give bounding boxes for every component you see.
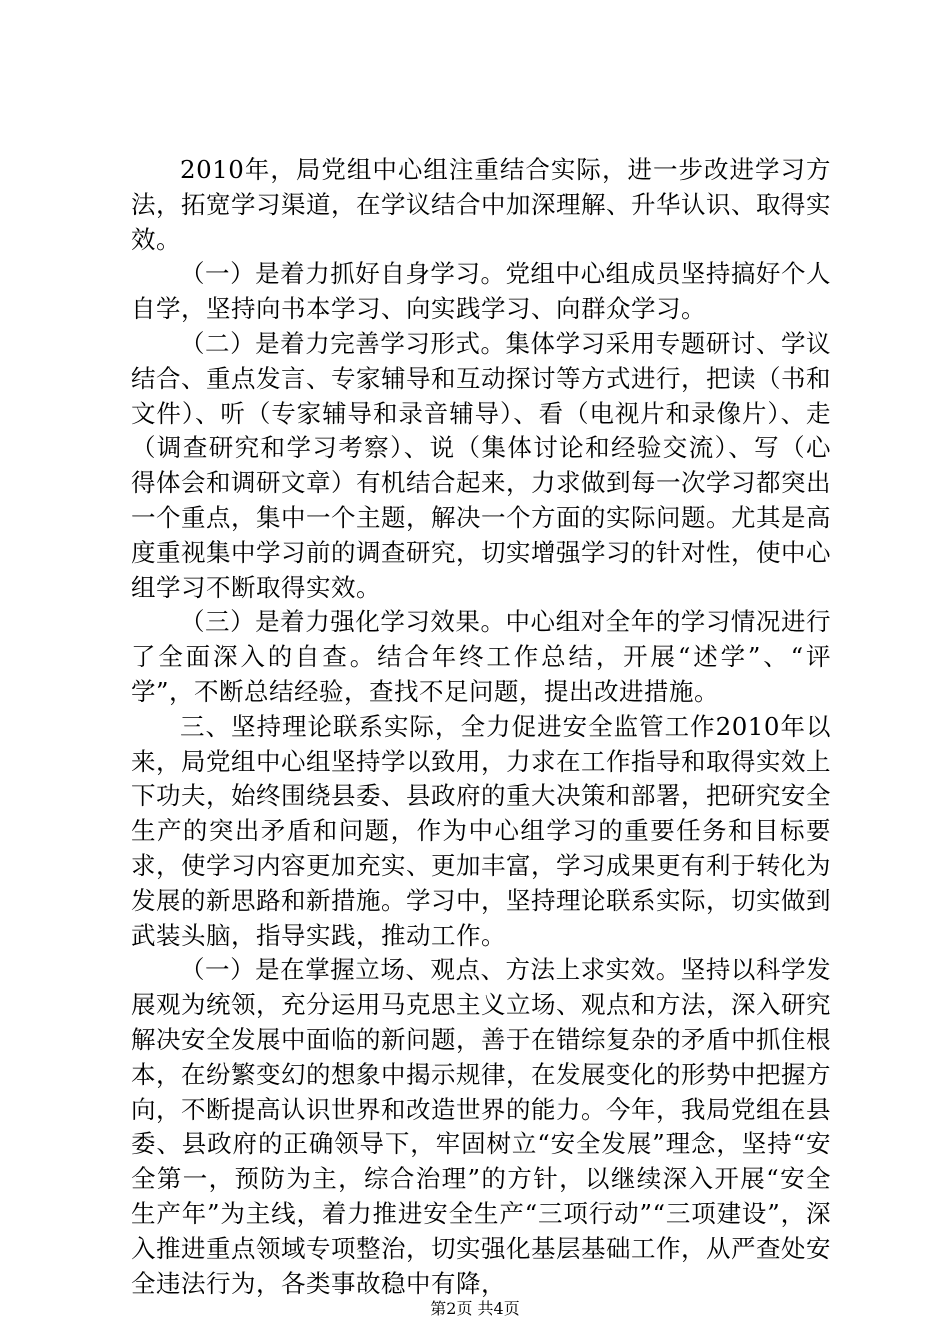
- paragraph-section-3-item-1: （一）是在掌握立场、观点、方法上求实效。坚持以科学发展观为统领，充分运用马克思主义立场、观点和方法，深入研究解决安全发展中面临的新问题，善于在错综复杂的矛盾中抓住根本，在纷繁变幻的想象中揭示规律，在发展变化的形势中把握方向，不断提高认识世界和改造世界的能力。今年，我局党组在县委、县政府的正确领导下，牢固树立“安全发展”理念，坚持“安全第一，预防为主，综合治理”的方针，以继续深入开展“安全生产年”为主线，着力推进安全生产“三项行动”“三项建设”，深入推进重点领域专项整治，切实强化基层基础工作，从严查处安全违法行为，各类事故稳中有降，: [131, 955, 831, 1298]
- paragraph-section-3: 三、坚持理论联系实际，全力促进安全监管工作2010年以来，局党组中心组坚持学以致用，力求在工作指导和取得实效上下功夫，始终围绕县委、县政府的重大决策和部署，把研究安全生产的突出矛盾和问题，作为中心组学习的重要任务和目标要求，使学习内容更加充实、更加丰富，学习成果更有利于转化为发展的新思路和新措施。学习中，坚持理论联系实际，切实做到武装头脑，指导实践，推动工作。: [131, 711, 831, 950]
- page-number-footer: 第2页 共4页: [430, 1299, 520, 1318]
- paragraph-item-3: （三）是着力强化学习效果。中心组对全年的学习情况进行了全面深入的自查。结合年终工作总结，开展“述学”、“评学”，不断总结经验，查找不足问题，提出改进措施。: [131, 607, 831, 706]
- document-body: [131, 153, 831, 1301]
- paragraph-intro: 2010年，局党组中心组注重结合实际，进一步改进学习方法，拓宽学习渠道，在学议结合中加深理解、升华认识、取得实效。: [131, 155, 831, 254]
- paragraph-item-1: （一）是着力抓好自身学习。党组中心组成员坚持搞好个人自学，坚持向书本学习、向实践学习、向群众学习。: [131, 259, 831, 324]
- paragraph-item-2: （二）是着力完善学习形式。集体学习采用专题研讨、学议结合、重点发言、专家辅导和互动探讨等方式进行，把读（书和文件）、听（专家辅导和录音辅导）、看（电视片和录像片）、走（调查研究和学习考察）、说（集体讨论和经验交流）、写（心得体会和调研文章）有机结合起来，力求做到每一次学习都突出一个重点，集中一个主题，解决一个方面的实际问题。尤其是高度重视集中学习前的调查研究，切实增强学习的针对性，使中心组学习不断取得实效。: [131, 328, 831, 602]
